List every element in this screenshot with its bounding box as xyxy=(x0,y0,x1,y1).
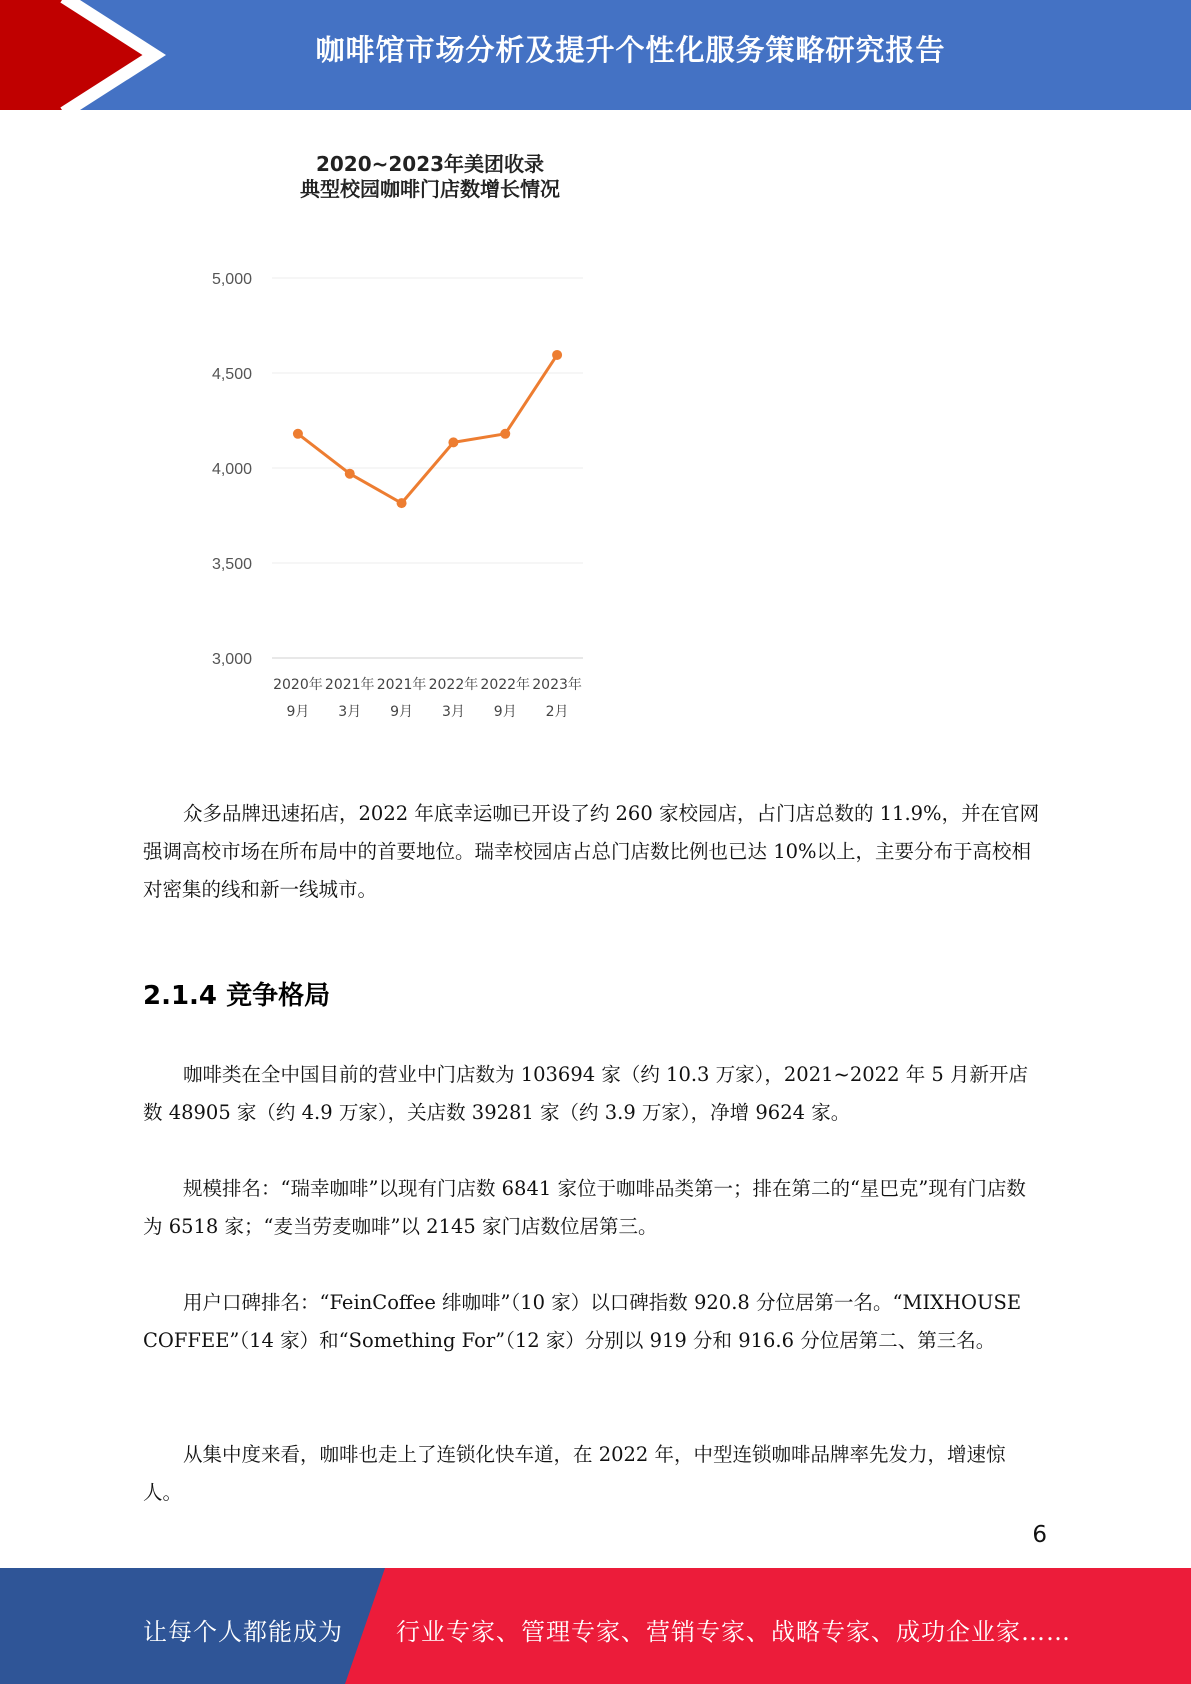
data-point xyxy=(500,429,510,439)
data-point xyxy=(345,469,355,479)
y-tick-label: 3,500 xyxy=(211,556,252,573)
section-heading: 2.1.4 竞争格局 xyxy=(143,981,331,1011)
y-tick-label: 4,500 xyxy=(211,366,252,383)
x-tick-label-year: 2022年 xyxy=(480,677,531,693)
page-header xyxy=(0,0,1191,110)
x-tick-label-month: 2月 xyxy=(545,704,569,720)
x-tick-label-month: 9月 xyxy=(493,704,517,720)
page-number: 6 xyxy=(1032,1522,1047,1548)
x-tick-label-year: 2021年 xyxy=(324,677,375,693)
paragraph-store-count: 咖啡类在全中国目前的营业中门店数为 103694 家（约 10.3 万家），2021~2022 年 5 月新开店数 48905 家（约 4.9 万家），关店数 39281 家（约 3.9 万家），净增 9624 家。 xyxy=(143,1063,1028,1124)
x-tick-label-year: 2023年 xyxy=(532,677,582,693)
x-tick-label-year: 2020年 xyxy=(273,677,323,693)
x-tick-label-month: 9月 xyxy=(286,704,310,720)
x-tick-label-month: 9月 xyxy=(390,704,414,720)
chart-title-line-2: 典型校园咖啡门店数增长情况 xyxy=(300,177,560,201)
x-tick-label-year: 2022年 xyxy=(428,677,479,693)
paragraph-reputation-ranking: 用户口碑排名：“FeinCoffee 绯咖啡”（10 家）以口碑指数 920.8 分位居第一名。“MIXHOUSE COFFEE”（14 家）和“Something For”（12 家）分别以 919 分和 916.6 分位居第二、第三名。 xyxy=(143,1291,1022,1352)
paragraph-scale-ranking: 规模排名：“瑞幸咖啡”以现有门店数 6841 家位于咖啡品类第一；排在第二的“星巴克”现有门店数为 6518 家；“麦当劳麦咖啡”以 2145 家门店数位居第三。 xyxy=(143,1177,1026,1238)
data-point xyxy=(552,350,562,360)
paragraph-concentration: 从集中度来看，咖啡也走上了连锁化快车道，在 2022 年，中型连锁咖啡品牌率先发力，增速惊人。 xyxy=(143,1443,1006,1504)
y-tick-label: 5,000 xyxy=(211,271,252,288)
line-chart xyxy=(180,250,600,730)
x-tick-label-month: 3月 xyxy=(441,704,465,720)
report-title: 咖啡馆市场分析及提升个性化服务策略研究报告 xyxy=(315,33,946,67)
chart-title-line-1: 2020~2023年美团收录 xyxy=(315,152,545,176)
paragraph-campus-stores: 众多品牌迅速拓店，2022 年底幸运咖已开设了约 260 家校园店，占门店总数的 11.9%，并在官网强调高校市场在所布局中的首要地位。瑞幸校园店占总门店数比例也已达 10%以上，主要分布于高校相对密集的线和新一线城市。 xyxy=(143,802,1040,901)
y-tick-label: 3,000 xyxy=(211,651,252,668)
footer-slogan-right: 行业专家、管理专家、营销专家、战略专家、成功企业家…… xyxy=(396,1618,1071,1646)
data-point xyxy=(397,498,407,508)
data-point xyxy=(293,429,303,439)
x-tick-label-month: 3月 xyxy=(338,704,362,720)
chart-title xyxy=(250,152,610,202)
y-tick-label: 4,000 xyxy=(211,461,252,478)
data-point xyxy=(448,437,458,447)
footer-slogan-left: 让每个人都能成为 xyxy=(143,1618,343,1646)
series-line xyxy=(298,355,557,503)
x-tick-label-year: 2021年 xyxy=(376,677,427,693)
